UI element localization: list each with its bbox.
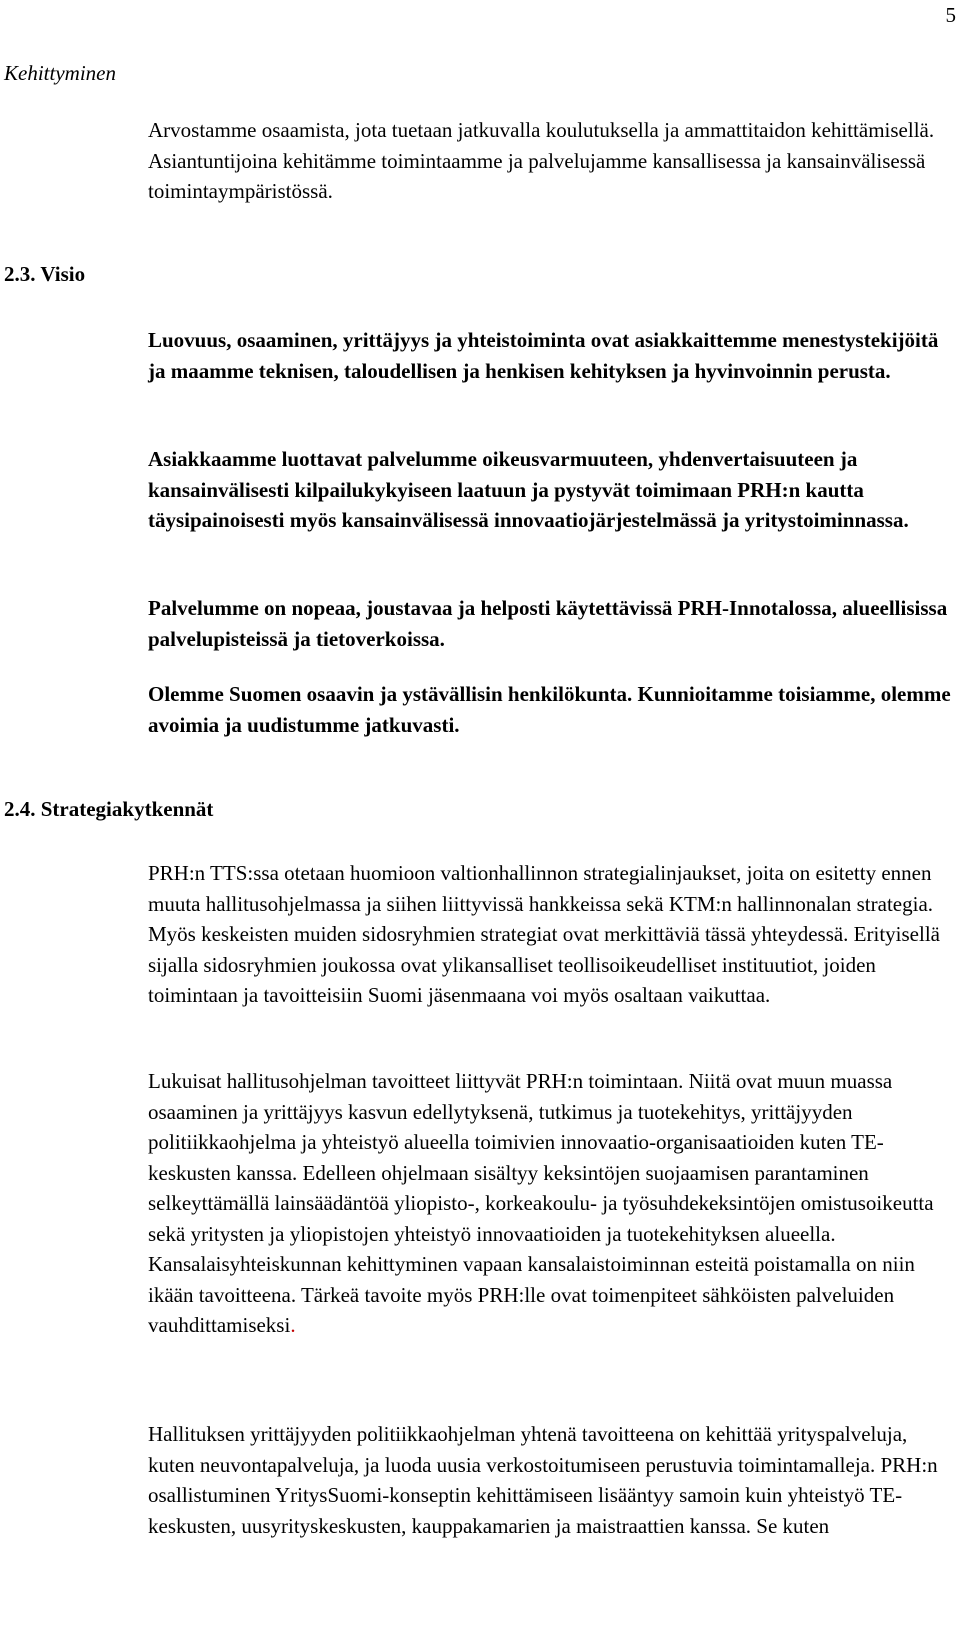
paragraph-strategia-2-text: Lukuisat hallitusohjelman tavoitteet liittyvät PRH:n toimintaan. Niitä ovat muun muassa osaaminen ja yrittäjyys kasvun edellytyksenä, tutkimus ja tuotekehitys, yrittäjyyden politiikkaohjelma ja yhteistyö alueella toimivien innovaatio-organisaatioiden kuten TE-keskusten kanssa. Edelleen ohjelmaan sisältyy keksintöjen suojaamisen parantaminen selkeyttämällä lainsäädäntöä yliopisto-, korkeakoulu- ja työsuhdekeksintöjen omistusoikeutta sekä yritysten ja yliopistojen yhteistyö innovaatioiden ja tuotekehityksen alueella. Kansalaisyhteiskunnan kehittyminen vapaan kansalaistoiminnan esteitä poistamalla on niin ikään tavoitteena. Tärkeä tavoite myös PRH:lle ovat toimenpiteet sähköisten palveluiden vauhdittamiseksi: [148, 1069, 934, 1337]
paragraph-visio-3: Palvelumme on nopeaa, joustavaa ja helposti käytettävissä PRH-Innotalossa, alueellisissa palvelupisteissä ja tietoverkoissa.: [148, 596, 948, 651]
section-heading-strategiakytkennat: 2.4. Strategiakytkennät: [4, 797, 214, 821]
paragraph-kehittyminen: Arvostamme osaamista, jota tuetaan jatkuvalla koulutuksella ja ammattitaidon kehittämisellä. Asiantuntijoina kehitämme toimintaamme ja palvelujamme kansallisessa ja kansainvälisessä toimintaympäristössä.: [148, 118, 935, 203]
paragraph-visio-1: Luovuus, osaaminen, yrittäjyys ja yhteistoiminta ovat asiakkaittemme menestystekijöitä ja maamme teknisen, taloudellisen ja henkisen kehityksen ja hyvinvoinnin perusta.: [148, 328, 939, 383]
section-heading-visio: 2.3. Visio: [4, 262, 86, 286]
paragraph-strategia-2: [148, 1066, 958, 1341]
section-heading-kehittyminen: Kehittyminen: [4, 61, 116, 85]
paragraph-strategia-1: PRH:n TTS:ssa otetaan huomioon valtionhallinnon strategialinjaukset, joita on esitetty ennen muuta hallitusohjelmassa ja siihen liittyvissä hankkeissa sekä KTM:n hallinnonalan strategia. Myös keskeisten muiden sidosryhmien strategiat ovat merkittäviä tässä yhteydessä. Erityisellä sijalla sidosryhmien joukossa ovat ylikansalliset teollisoikeudelliset instituutiot, joiden toimintaan ja tavoitteisiin Suomi jäsenmaana voi myös osaltaan vaikuttaa.: [148, 861, 940, 1007]
paragraph-visio-2: Asiakkaamme luottavat palvelumme oikeusvarmuuteen, yhdenvertaisuuteen ja kansainvälisesti kilpailukykyiseen laatuun ja pystyvät toimimaan PRH:n kautta täysipainoisesti myös kansainvälisessä innovaatiojärjestelmässä ja yritystoiminnassa.: [148, 447, 909, 532]
paragraph-visio-4: Olemme Suomen osaavin ja ystävällisin henkilökunta. Kunnioitamme toisiamme, olemme avoimia ja uudistumme jatkuvasti.: [148, 682, 951, 737]
paragraph-strategia-2-end: .: [290, 1313, 296, 1337]
paragraph-strategia-3: Hallituksen yrittäjyyden politiikkaohjelman yhtenä tavoitteena on kehittää yrityspalveluja, kuten neuvontapalveluja, ja luoda uusia verkostoitumiseen perustuvia toimintamalleja. PRH:n osallistuminen YritysSuomi-konseptin kehittämiseen lisääntyy samoin kuin yhteistyö TE-keskusten, uusyrityskeskusten, kauppakamarien ja maistraattien kanssa. Se kuten: [148, 1422, 938, 1538]
page-number: 5: [945, 3, 956, 27]
